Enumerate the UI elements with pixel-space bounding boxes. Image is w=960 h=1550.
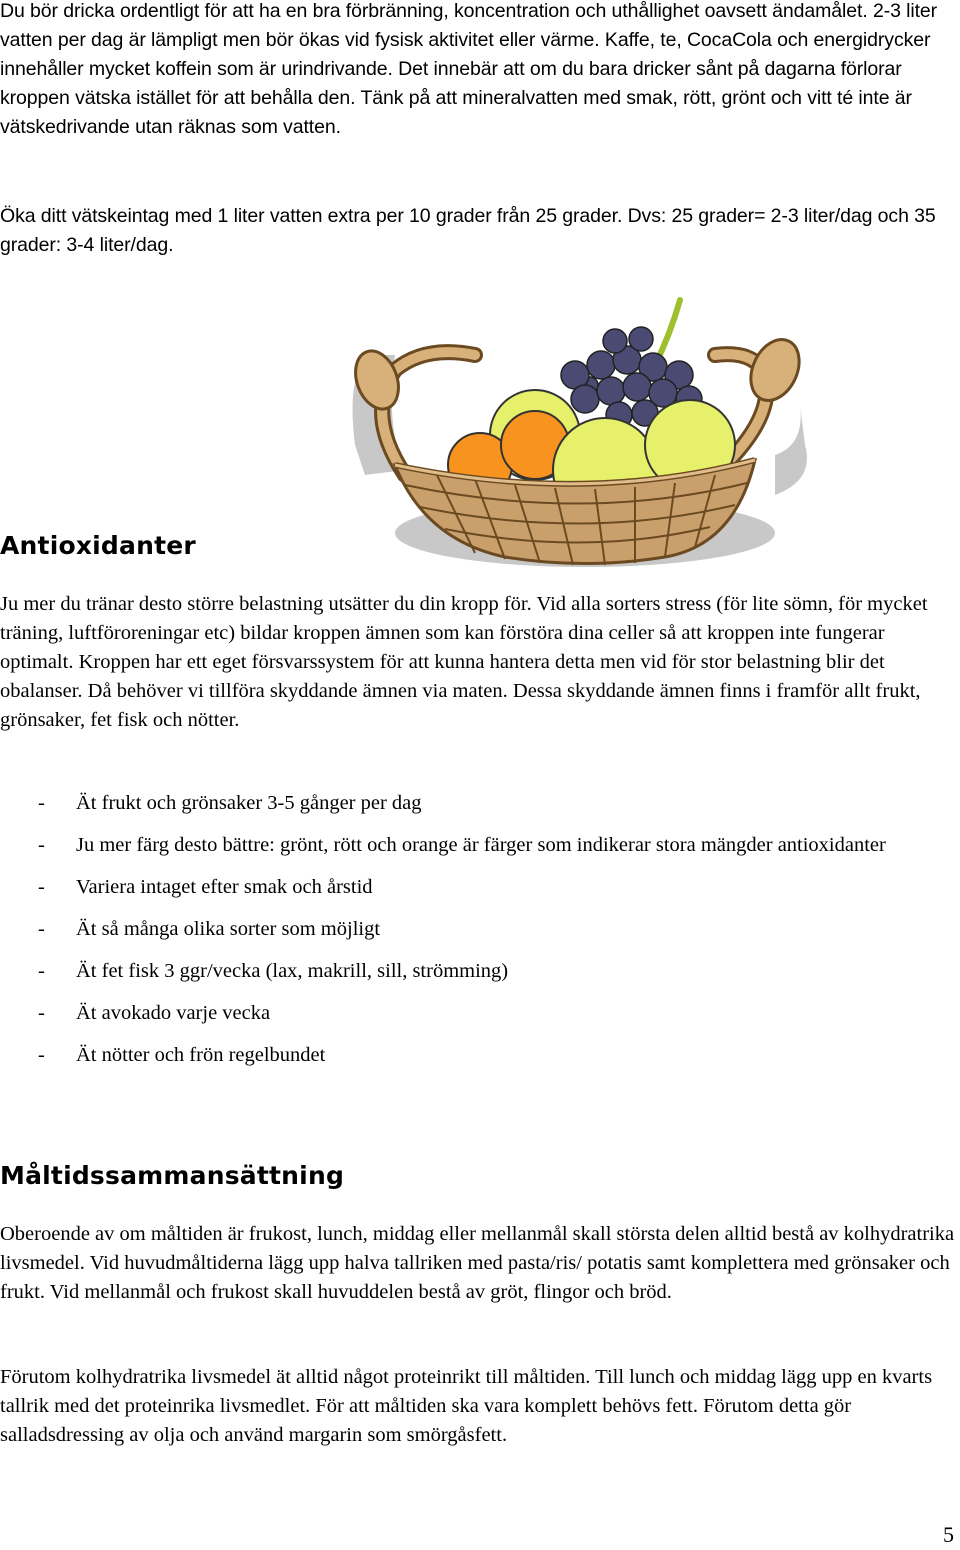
list-item [0, 1041, 960, 1070]
list-item-text: Variera intaget efter smak och årstid [76, 876, 373, 898]
fruit-basket-icon [335, 295, 815, 585]
list-item-text: Ät nötter och frön regelbundet [76, 1044, 326, 1066]
list-item [0, 831, 960, 860]
list-item-text: Ät fet fisk 3 ggr/vecka (lax, makrill, sill, strömming) [76, 960, 509, 982]
list-item [0, 999, 960, 1028]
bullet-marker: - [38, 834, 45, 856]
protein-fat-paragraph: Förutom kolhydratrika livsmedel ät alltid något proteinrikt till måltiden. Till lunch och middag lägg upp en kvarts tallrik med det proteinrika livsmedlet. För att måltiden ska vara komplett behövs fett. Förutom detta gör salladsdressing av olja och använd margarin som smörgåsfett. [0, 1366, 933, 1446]
hydration-paragraph: Du bör dricka ordentligt för att ha en bra förbränning, koncentration och uthållighet oavsett ändamålet. 2-3 liter vatten per dag är lämpligt men bör ökas vid fysisk aktivitet eller värme. Kaffe, te, CocaCola och energidrycker innehåller mycket koffein som är urindrivande. Det innebär att om du bara dricker sånt på dagarna förlorar kroppen vätska istället för att behålla den. Tänk på att mineralvatten med smak, rött, grönt och vitt té inte är vätskedrivande utan räknas som vatten. [0, 0, 938, 138]
bullet-marker: - [38, 1002, 45, 1024]
bullet-marker: - [38, 1044, 45, 1066]
antioxidanter-heading: Antioxidanter [0, 531, 196, 560]
list-item [0, 789, 960, 818]
maltidssammansattning-heading: Måltidssammansättning [0, 1161, 345, 1190]
bullet-marker: - [38, 960, 45, 982]
page-number: 5 [943, 1522, 954, 1547]
bullet-marker: - [38, 792, 45, 814]
list-item [0, 873, 960, 902]
list-item-text: Ät avokado varje vecka [76, 1002, 271, 1024]
list-item-text: Ät så många olika sorter som möjligt [76, 918, 381, 940]
antioxidanter-paragraph: Ju mer du tränar desto större belastning utsätter du din kropp för. Vid alla sorters stress (för lite sömn, för mycket träning, luftföroreningar etc) bildar kroppen ämnen som kan förstöra dina celler så att kroppen inte fungerar optimalt. Kroppen har ett eget försvarssystem för att kunna hantera detta men vid för stor belastning blir det obalanser. Då behöver vi tillföra skyddande ämnen via maten. Dessa skyddande ämnen finns i framför allt frukt, grönsaker, fet fisk och nötter. [0, 593, 928, 731]
list-item-text: Ät frukt och grönsaker 3-5 gånger per dag [76, 792, 422, 814]
bullet-marker: - [38, 876, 45, 898]
list-item-text: Ju mer färg desto bättre: grönt, rött och orange är färger som indikerar stora mängder antioxidanter [76, 834, 886, 856]
fluid-intake-paragraph: Öka ditt vätskeintag med 1 liter vatten extra per 10 grader från 25 grader. Dvs: 25 grader= 2-3 liter/dag och 35 grader: 3-4 liter/dag. [0, 205, 936, 256]
meal-composition-paragraph: Oberoende av om måltiden är frukost, lunch, middag eller mellanmål skall största delen alltid bestå av kolhydratrika livsmedel. Vid huvudmåltiderna lägg upp halva tallriken med pasta/ris/ potatis samt komplettera med grönsaker och frukt. Vid mellanmål och frukost skall huvuddelen bestå av gröt, flingor och bröd. [0, 1223, 955, 1303]
antioxidant-tips-list [0, 789, 960, 1083]
bullet-marker: - [38, 918, 45, 940]
list-item [0, 915, 960, 944]
list-item [0, 957, 960, 986]
